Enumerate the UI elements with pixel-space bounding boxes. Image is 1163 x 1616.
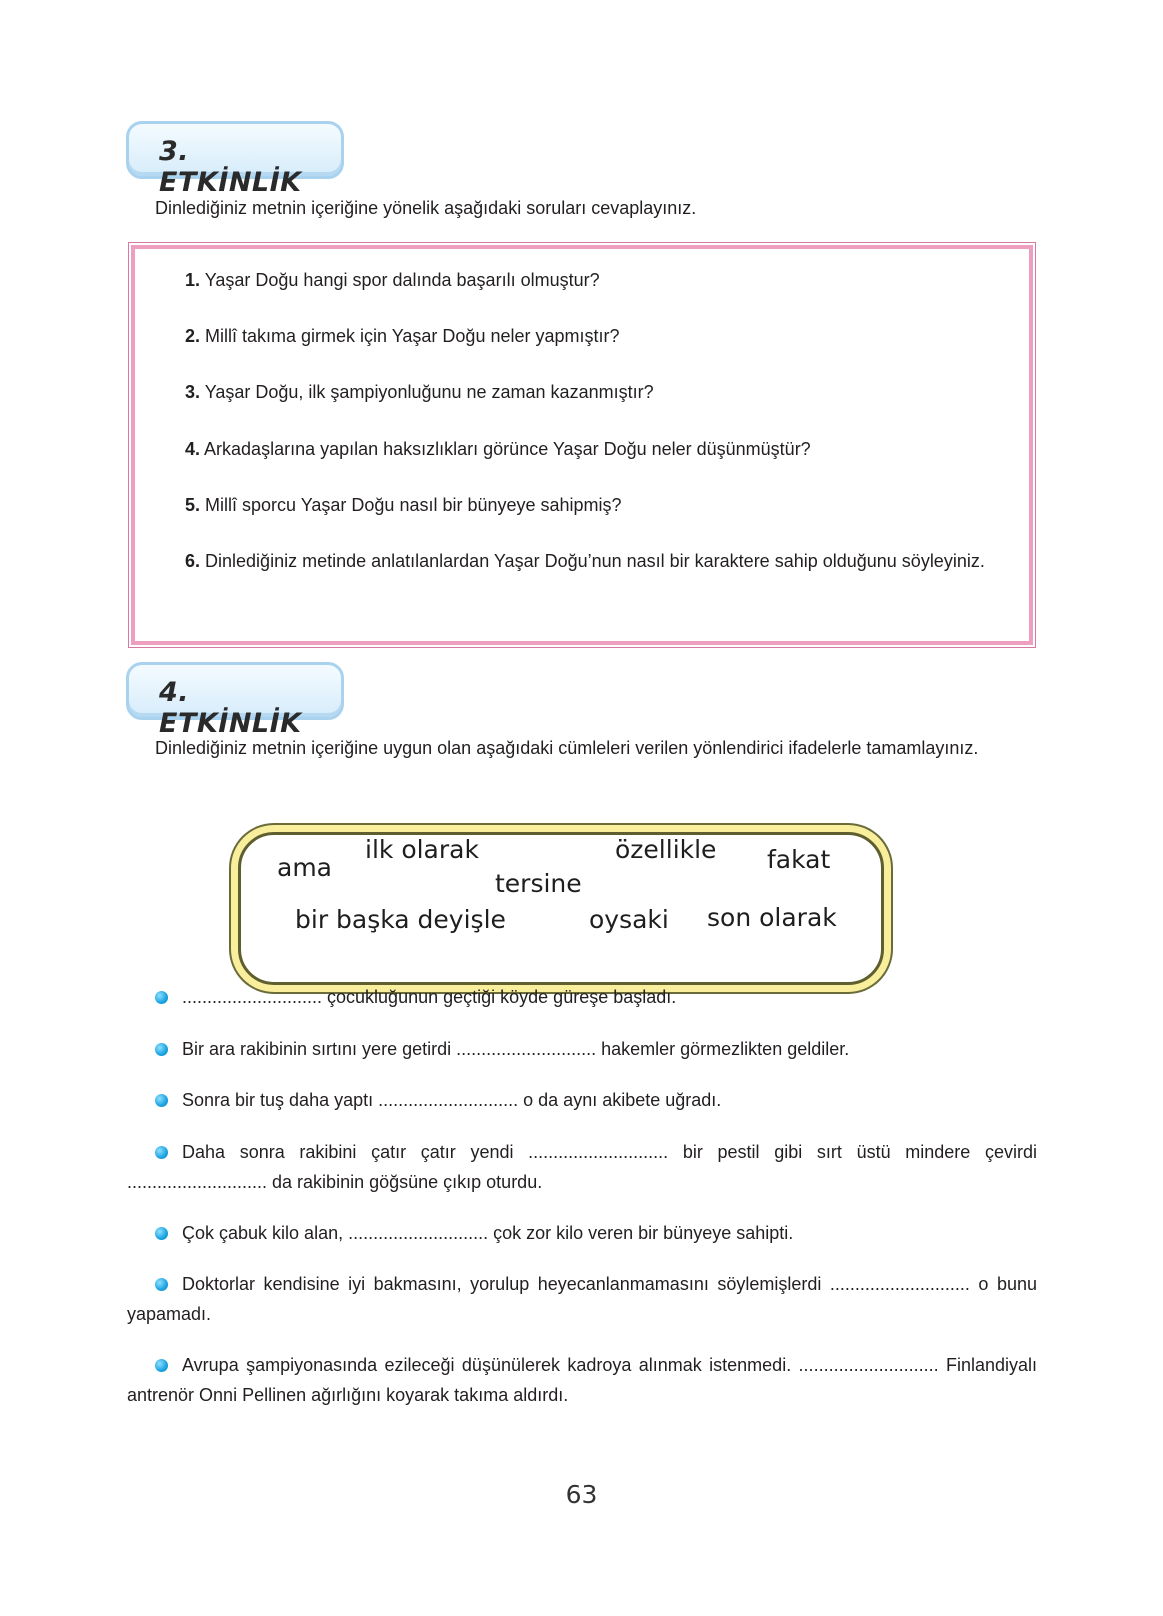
bullet-icon [155,1043,168,1056]
sentence-text: Çok çabuk kilo alan, ............................ çok zor kilo veren bir bünyeye sahipti. [182,1223,794,1243]
question-number: 2. [185,326,201,346]
question-number: 1. [185,270,201,290]
activity-4-instruction: Dinlediğiniz metnin içeriğine uygun olan aşağıdaki cümleleri verilen yönlendirici ifadelerle tamamlayınız. [155,738,979,758]
bullet-icon [155,991,168,1004]
sentence-4 [127,1137,1037,1197]
sentence-5 [127,1218,1037,1248]
question-6 [157,546,1013,576]
word-tersine: tersine [495,869,582,898]
question-text: Millî takıma girmek için Yaşar Doğu neler yapmıştır? [205,326,620,346]
activity-3-title: 3. ETKİNLİK [159,136,302,198]
word-oysaki: oysaki [589,905,669,934]
question-2 [157,321,1013,351]
sentence-text: Avrupa şampiyonasında ezileceği düşünülerek kadroya alınmak istenmedi. ............................ Finlandiyalı antrenör Onni Pellinen ağırlığını koyarak takıma aldırdı. [127,1355,1037,1405]
sentence-text: Sonra bir tuş daha yaptı ............................ o da aynı akibete uğradı. [182,1090,722,1110]
question-number: 3. [185,382,201,402]
question-text: Millî sporcu Yaşar Doğu nasıl bir bünyeye sahipmiş? [205,495,622,515]
page-number: 63 [565,1480,598,1509]
sentence-text: Doktorlar kendisine iyi bakmasını, yorulup heyecanlanmamasını söylemişlerdi ............................ o bunu yapamadı. [127,1274,1037,1324]
questions-box [131,245,1033,645]
question-number: 5. [185,495,201,515]
activity-4-title: 4. ETKİNLİK [159,677,302,739]
word-ilk-olarak: ilk olarak [365,835,479,864]
sentence-6 [127,1269,1037,1329]
word-ozellikle: özellikle [615,835,717,864]
word-bir-baska-deyisle: bir başka deyişle [295,905,506,934]
activity-4-badge [126,662,344,739]
sentence-text: Bir ara rakibinin sırtını yere getirdi ............................ hakemler görmezlikten geldiler. [182,1039,850,1059]
sentence-2 [127,1034,1037,1064]
question-number: 6. [185,551,201,571]
activity-3-badge [126,121,344,198]
question-number: 4. [185,439,201,459]
question-5 [157,490,1013,520]
question-text: Yaşar Doğu, ilk şampiyonluğunu ne zaman kazanmıştır? [204,382,654,402]
question-text: Dinlediğiniz metinde anlatılanlardan Yaşar Doğu’nun nasıl bir karaktere sahip olduğunu söyleyiniz. [205,551,985,571]
word-bank [238,832,884,985]
sentence-3 [127,1085,1037,1115]
question-3 [157,377,1013,407]
word-fakat: fakat [767,845,831,874]
bullet-icon [155,1227,168,1240]
question-4 [157,434,1013,464]
question-text: Arkadaşlarına yapılan haksızlıkları görünce Yaşar Doğu neler düşünmüştür? [204,439,811,459]
sentence-text: Daha sonra rakibini çatır çatır yendi ............................ bir pestil gibi sırt üstü mindere çevirdi ............................ da rakibinin göğsüne çıkıp oturdu. [127,1142,1037,1192]
sentence-1 [127,982,1037,1012]
bullet-icon [155,1094,168,1107]
bullet-icon [155,1146,168,1159]
activity-3-instruction: Dinlediğiniz metnin içeriğine yönelik aşağıdaki soruları cevaplayınız. [155,198,697,218]
question-1 [157,265,1013,295]
sentence-text: ............................ çocukluğunun geçtiği köyde güreşe başladı. [182,987,677,1007]
sentence-7 [127,1350,1037,1410]
word-ama: ama [277,853,332,882]
bullet-icon [155,1359,168,1372]
question-text: Yaşar Doğu hangi spor dalında başarılı olmuştur? [204,270,600,290]
word-son-olarak: son olarak [707,903,837,932]
bullet-icon [155,1278,168,1291]
